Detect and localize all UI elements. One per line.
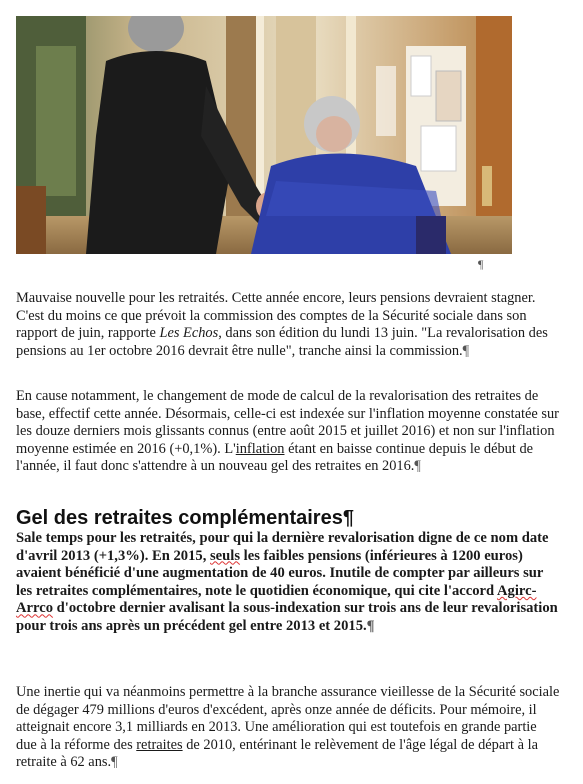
agirc-arrco-term: Agirc-Arrco bbox=[16, 582, 537, 617]
paragraph-cause: En cause notamment, le changement de mode de calcul de la revalorisation des retraites de base, effectif cette année. Désormais, celle-ci est indexée sur l'inflation moyenne constatée sur les douze derniers mois glissants connus (entre août 2015 et juillet 2016) et non sur l'inflation moyenne estimée en 2016 (+0,1%). L'inflation étant en baisse continue depuis le début de l'année, il faut donc s'attendre à un nouveau gel des retraites en 2016.¶ bbox=[16, 388, 559, 475]
elderly-walking-photo-icon bbox=[16, 16, 512, 254]
seuls-word: seuls bbox=[210, 547, 241, 564]
paragraph-bold-summary: Sale temps pour les retraités, pour qui la dernière revalorisation digne de ce nom date d'avril 2013 (+1,3%). En 2015, seuls les faibles pensions (inférieures à 1200 euros) avaient bénéficié d'une augmentation de 40 euros. Inutile de compter par ailleurs sur les retraites complémentaires, note le quotidien économique, qui cite l'accord Agirc-Arrco d'octobre dernier avalisant la sous-indexation sur trois ans de leur revalorisation pour trois ans après un précédent gel entre 2013 et 2015.¶ bbox=[16, 530, 558, 634]
inflation-link[interactable]: inflation bbox=[235, 440, 285, 457]
article-photo bbox=[16, 16, 512, 254]
section-heading: Gel des retraites complémentaires¶ bbox=[16, 507, 354, 529]
pilcrow-mark: ¶ bbox=[478, 257, 484, 271]
paragraph-inertie: Une inertie qui va néanmoins permettre à la branche assurance vieillesse de la Sécurité sociale de dégager 479 millions d'euros d'excédent, après onze année de déficits. Pour mémoire, il atteignait encore 3,1 milliards en 2013. Une amélioration qui est toutefois en grande partie due à la réforme des retraites de 2010, entérinant le relèvement de l'âge légal de départ à la retraite à 62 ans.¶ bbox=[16, 684, 560, 771]
source-name: Les Echos bbox=[159, 325, 219, 342]
retraites-link[interactable]: retraites bbox=[136, 736, 183, 753]
paragraph-intro: Mauvaise nouvelle pour les retraités. Cette année encore, leurs pensions devraient stagner. C'est du moins ce que prévoit la commission des comptes de la Sécurité sociale dans son rapport de juin, rapporte Les Echos, dans son édition du lundi 13 juin. "La revalorisation des pensions au 1er octobre 2016 devrait être nulle", tranche ainsi la commission.¶ bbox=[16, 290, 548, 359]
